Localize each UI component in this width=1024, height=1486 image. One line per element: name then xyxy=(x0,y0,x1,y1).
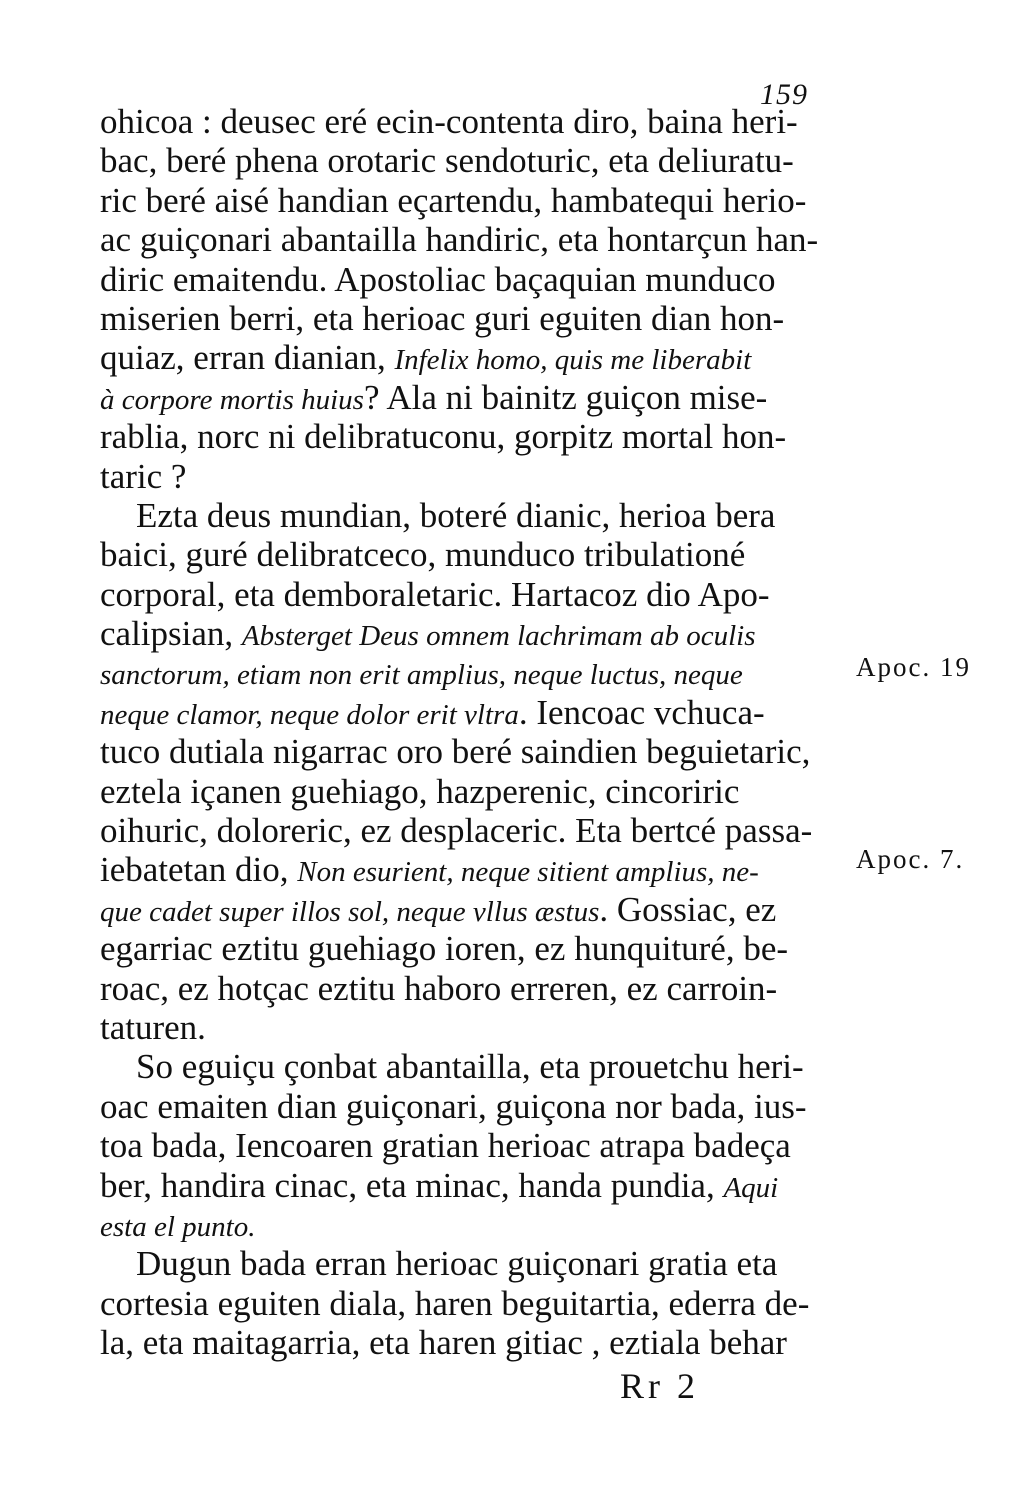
text-line xyxy=(100,141,845,180)
text-segment: bac, beré phena orotaric sendoturic, eta deliuratu- xyxy=(100,141,794,181)
latin-quote: neque clamor, neque dolor erit vltra xyxy=(100,698,519,731)
text-line xyxy=(100,811,845,850)
text-line xyxy=(100,929,845,968)
signature-mark: Rr 2 xyxy=(620,1366,699,1406)
text-line xyxy=(100,653,845,692)
text-line xyxy=(100,260,845,299)
text-line xyxy=(100,1008,845,1047)
text-line xyxy=(100,378,845,417)
text-segment: cortesia eguiten diala, haren beguitartia, ederra de- xyxy=(100,1283,810,1323)
text-segment: oac emaiten dian guiçonari, guiçona nor bada, ius- xyxy=(100,1086,807,1126)
page-number: 159 xyxy=(760,78,808,111)
latin-quote: Absterget Deus omnem lachrimam ab oculis xyxy=(241,620,756,653)
text-segment: taturen. xyxy=(100,1007,206,1047)
text-segment: egarriac eztitu guehiago ioren, ez hunquituré, be- xyxy=(100,929,789,969)
text-segment: ohicoa : deusec eré ecin-contenta diro, baina heri- xyxy=(100,102,798,141)
latin-quote: à corpore mortis huius xyxy=(100,383,364,416)
text-body xyxy=(100,102,845,1363)
latin-quote: Non esurient, neque sitient amplius, ne- xyxy=(297,856,759,889)
text-segment: diric emaitendu. Apostoliac baçaquian munduco xyxy=(100,259,776,299)
latin-quote: Aqui xyxy=(723,1171,779,1204)
text-segment: taric ? xyxy=(100,456,187,496)
text-segment: . Gossiac, ez xyxy=(599,889,777,929)
text-segment: baici, guré delibratceco, munduco tribulationé xyxy=(100,535,746,575)
text-line xyxy=(100,693,845,732)
text-segment: iebatetan dio, xyxy=(100,850,298,890)
text-line xyxy=(100,1166,845,1205)
text-segment: eztela içanen guehiago, hazperenic, cincoriric xyxy=(100,771,740,811)
text-segment: Ezta deus mundian, boteré dianic, herioa bera xyxy=(136,495,776,535)
text-segment: Dugun bada erran herioac guiçonari gratia eta xyxy=(136,1244,778,1284)
text-segment: oihuric, doloreric, ez desplaceric. Eta bertcé passa- xyxy=(100,811,813,851)
text-segment: ber, handira cinac, eta minac, handa pundia, xyxy=(100,1165,724,1205)
text-line xyxy=(100,535,845,574)
text-segment: corporal, eta demboraletaric. Hartacoz dio Apo- xyxy=(100,574,770,614)
text-line xyxy=(100,457,845,496)
text-segment: ac guiçonari abantailla handiric, eta hontarçun han- xyxy=(100,220,819,260)
text-line xyxy=(100,614,845,653)
text-segment: miserien berri, eta herioac guri eguiten dian hon- xyxy=(100,298,785,338)
text-line xyxy=(100,1087,845,1126)
text-line xyxy=(100,299,845,338)
text-line xyxy=(100,969,845,1008)
text-line xyxy=(100,732,845,771)
text-line xyxy=(100,1205,845,1244)
latin-quote: sanctorum, etiam non erit amplius, neque luctus, neque xyxy=(100,659,743,692)
text-line xyxy=(100,338,845,377)
text-segment: tuco dutiala nigarrac oro beré saindien beguietaric, xyxy=(100,732,811,772)
text-segment: quiaz, erran dianian, xyxy=(100,338,395,378)
text-segment: ? Ala ni bainitz guiçon mise- xyxy=(363,377,768,417)
marginal-note: Apoc. 7. xyxy=(856,844,965,874)
text-segment: toa bada, Iencoaren gratian herioac atrapa badeça xyxy=(100,1126,791,1166)
latin-quote: que cadet super illos sol, neque vllus æstus xyxy=(100,895,600,928)
text-segment: la, eta maitagarria, eta haren gitiac , eztiala behar xyxy=(100,1323,787,1363)
text-segment: roac, ez hotçac eztitu haboro erreren, ez carroin- xyxy=(100,968,778,1008)
text-line xyxy=(100,102,845,141)
text-line xyxy=(100,417,845,456)
text-segment: So eguiçu çonbat abantailla, eta prouetchu heri- xyxy=(136,1047,804,1087)
text-line xyxy=(100,890,845,929)
text-segment: . Iencoac vchuca- xyxy=(518,692,765,732)
text-line xyxy=(100,772,845,811)
text-line xyxy=(100,1126,845,1165)
text-line xyxy=(100,575,845,614)
text-segment: calipsian, xyxy=(100,614,242,654)
text-line xyxy=(100,850,845,889)
text-line xyxy=(100,496,845,535)
text-line xyxy=(100,181,845,220)
text-line xyxy=(100,1244,845,1283)
text-segment: rablia, norc ni delibratuconu, gorpitz mortal hon- xyxy=(100,417,787,457)
text-line xyxy=(100,220,845,259)
text-line xyxy=(100,1284,845,1323)
text-line xyxy=(100,1323,845,1362)
text-line xyxy=(100,1047,845,1086)
marginal-note: Apoc. 19 xyxy=(856,652,971,682)
latin-quote: esta el punto. xyxy=(100,1210,256,1243)
latin-quote: Infelix homo, quis me liberabit xyxy=(394,344,752,377)
text-segment: ric beré aisé handian eçartendu, hambatequi herio- xyxy=(100,180,807,220)
